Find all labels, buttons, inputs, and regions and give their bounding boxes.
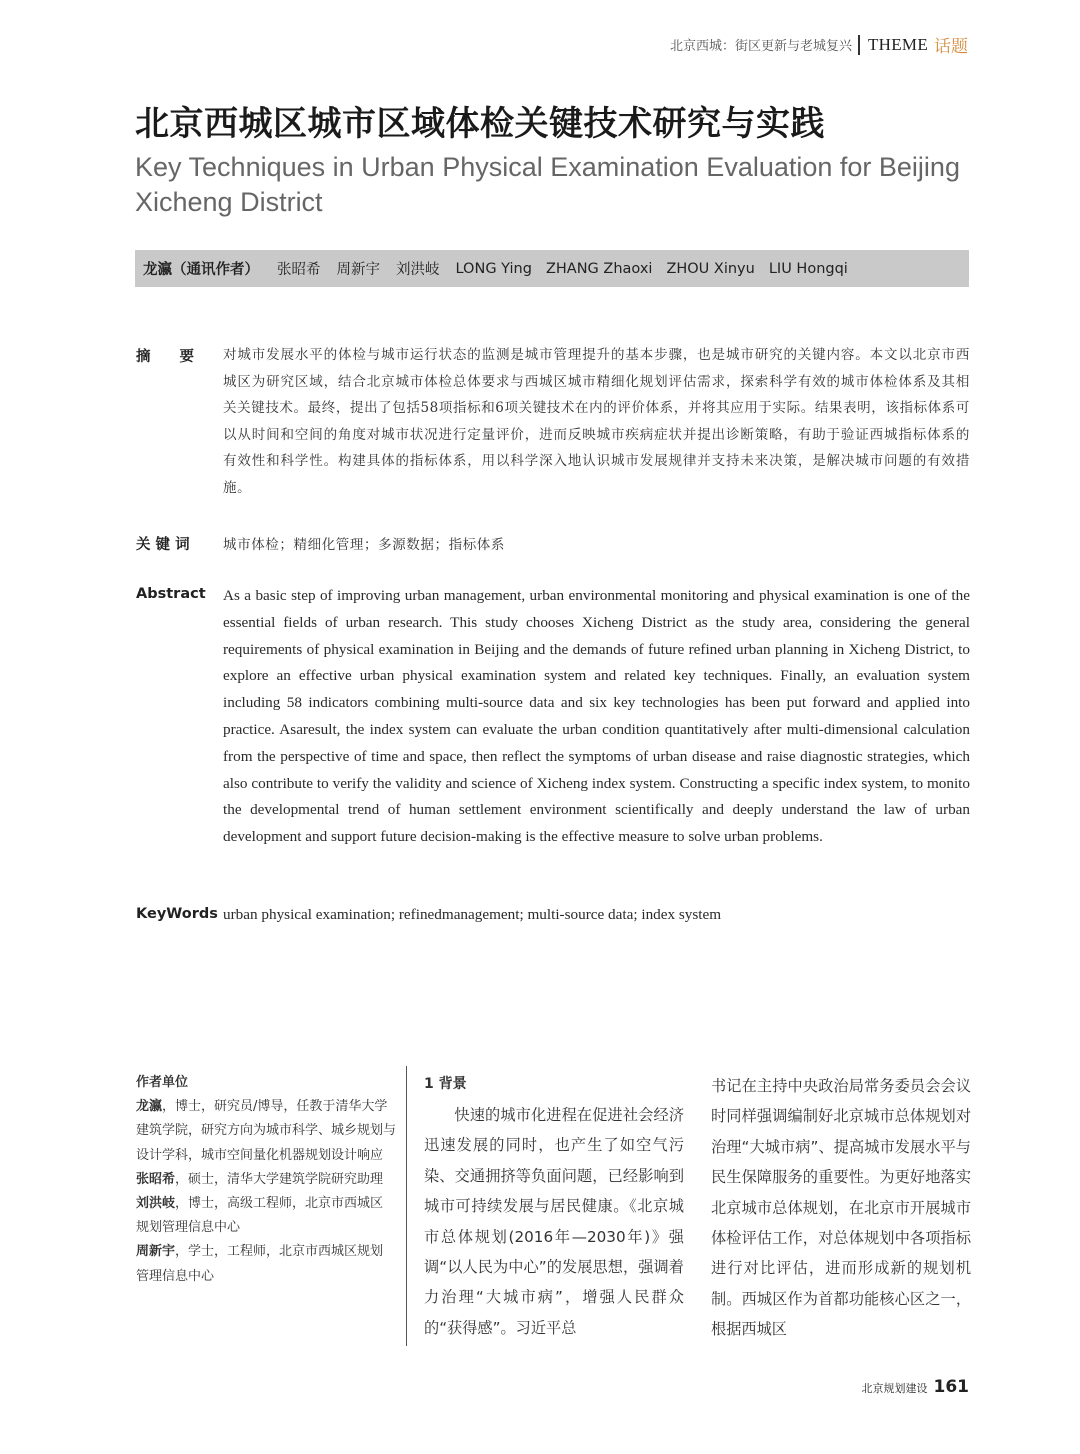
affiliation-entry — [136, 1240, 396, 1288]
page-footer — [862, 1377, 970, 1397]
affiliation-desc: ，学士，工程师，北京市西城区规划管理信息中心 — [136, 1244, 384, 1284]
affiliation-name: 周新宇 — [136, 1244, 176, 1260]
body-column-1 — [424, 1071, 684, 1343]
affiliation-desc: ，博士，研究员/博导，任教于清华大学建筑学院，研究方向为城市科学、城乡规划与设计学科，城市空间量化机器规划设计响应 — [136, 1099, 397, 1163]
author-cn-1: 龙瀛（通讯作者） — [143, 262, 259, 278]
title-chinese: 北京西城区城市区域体检关键技术研究与实践 — [135, 104, 825, 144]
column-divider — [406, 1066, 407, 1346]
body-column-2 — [711, 1071, 971, 1345]
affiliation-entry — [136, 1168, 396, 1192]
author-en-4: LIU Hongqi — [768, 260, 848, 277]
abstract-cn-label: 摘 要 — [136, 349, 194, 365]
author-bar — [135, 250, 969, 287]
footer-journal: 北京规划建设 — [861, 1382, 928, 1395]
keywords-cn-text: 城市体检；精细化管理；多源数据；指标体系 — [223, 537, 505, 553]
header-section: 北京西城：街区更新与老城复兴 — [669, 39, 852, 54]
header-divider — [858, 35, 860, 55]
body-paragraph-1: 快速的城市化进程在促进社会经济迅速发展的同时，也产生了如空气污染、交通拥挤等负面问题，已经影响到城市可持续发展与居民健康。《北京城市总体规划(2016年—2030年)》强调“以人民为中心”的发展思想，强调着力治理“大城市病”，增强人民群众的“获得感”。习近平总 — [424, 1106, 684, 1337]
keywords-cn-label: 关 键 词 — [136, 537, 190, 553]
abstract-en-text: As a basic step of improving urban management, urban environmental monitoring and physical examination is one of the essential fields of urban research. This study chooses Xicheng District as the study area, considering the general requirements of physical examination in Beijing and the demands of future refined urban planning in Xicheng District, to explore an effective urban physical examination system and related key techniques. Finally, an evaluation system including 58 indicators combining multi-source data and six key technologies has been put forward and applied into practice. Asaresult, the index system can evaluate the urban condition quantitatively after multi-dimensional calculation from the perspective of time and space, then reflect the symptoms of urban disease and raise diagnostic strategies, which also contribute to verify the validity and science of Xicheng index system. Constructing a specific index system, to monito the developmental trend of human settlement environment scientifically and deeply understand the law of urban development and support future decision-making is the effective measure to solve urban problems. — [223, 587, 970, 846]
author-cn-3: 周新宇 — [336, 262, 380, 278]
author-cn-4: 刘洪岐 — [396, 262, 440, 278]
author-cn-2: 张昭希 — [277, 262, 321, 278]
affiliation-name: 龙瀛 — [136, 1099, 163, 1115]
section-heading-background: 1 背景 — [424, 1076, 467, 1092]
header-theme: THEME — [867, 34, 928, 54]
affiliation-name: 刘洪岐 — [136, 1196, 176, 1212]
affiliation-name: 张昭希 — [136, 1171, 176, 1187]
keywords-en-label: KeyWords — [136, 906, 218, 922]
abstract-cn-text: 对城市发展水平的体检与城市运行状态的监测是城市管理提升的基本步骤，也是城市研究的关键内容。本文以北京市西城区为研究区域，结合北京城市体检总体要求与西城区城市精细化规划评估需求，探索科学有效的城市体检体系及其相关关键技术。最终，提出了包括58项指标和6项关键技术在内的评价体系，并将其应用于实际。结果表明，该指标体系可以从时间和空间的角度对城市状况进行定量评价，进而反映城市疾病症状并提出诊断策略，有助于验证西城指标体系的有效性和科学性。构建具体的指标体系，用以科学深入地认识城市发展规律并支持未来决策，是解决城市问题的有效措施。 — [223, 347, 970, 496]
running-header — [670, 32, 968, 57]
affiliation-entry — [136, 1192, 396, 1240]
keywords-en-text: urban physical examination; refinedmanagement; multi-source data; index system — [223, 906, 722, 923]
author-en-2: ZHANG Zhaoxi — [545, 260, 653, 277]
author-en-3: ZHOU Xinyu — [666, 260, 755, 277]
author-en-1: LONG Ying — [455, 260, 532, 277]
header-topic: 话题 — [934, 37, 968, 57]
body-paragraph-2: 书记在主持中央政治局常务委员会会议时同样强调编制好北京城市总体规划对治理“大城市病”、提高城市发展水平与民生保障服务的重要性。为更好地落实北京城市总体规划，在北京市开展城市体检评估工作，对总体规划中各项指标进行对比评估，进而形成新的规划机制。西城区作为首都功能核心区之一，根据西城区 — [711, 1077, 971, 1339]
affiliations-heading: 作者单位 — [136, 1075, 189, 1090]
abstract-en-label: Abstract — [136, 586, 206, 602]
affiliations-column — [136, 1071, 396, 1289]
affiliation-entry — [136, 1095, 396, 1168]
affiliation-desc: ，硕士，清华大学建筑学院研究助理 — [175, 1171, 384, 1187]
page-number: 161 — [933, 1377, 969, 1397]
affiliation-desc: ，博士，高级工程师，北京市西城区规划管理信息中心 — [136, 1196, 384, 1236]
title-english: Key Techniques in Urban Physical Examination Evaluation for Beijing Xicheng District — [135, 152, 960, 217]
